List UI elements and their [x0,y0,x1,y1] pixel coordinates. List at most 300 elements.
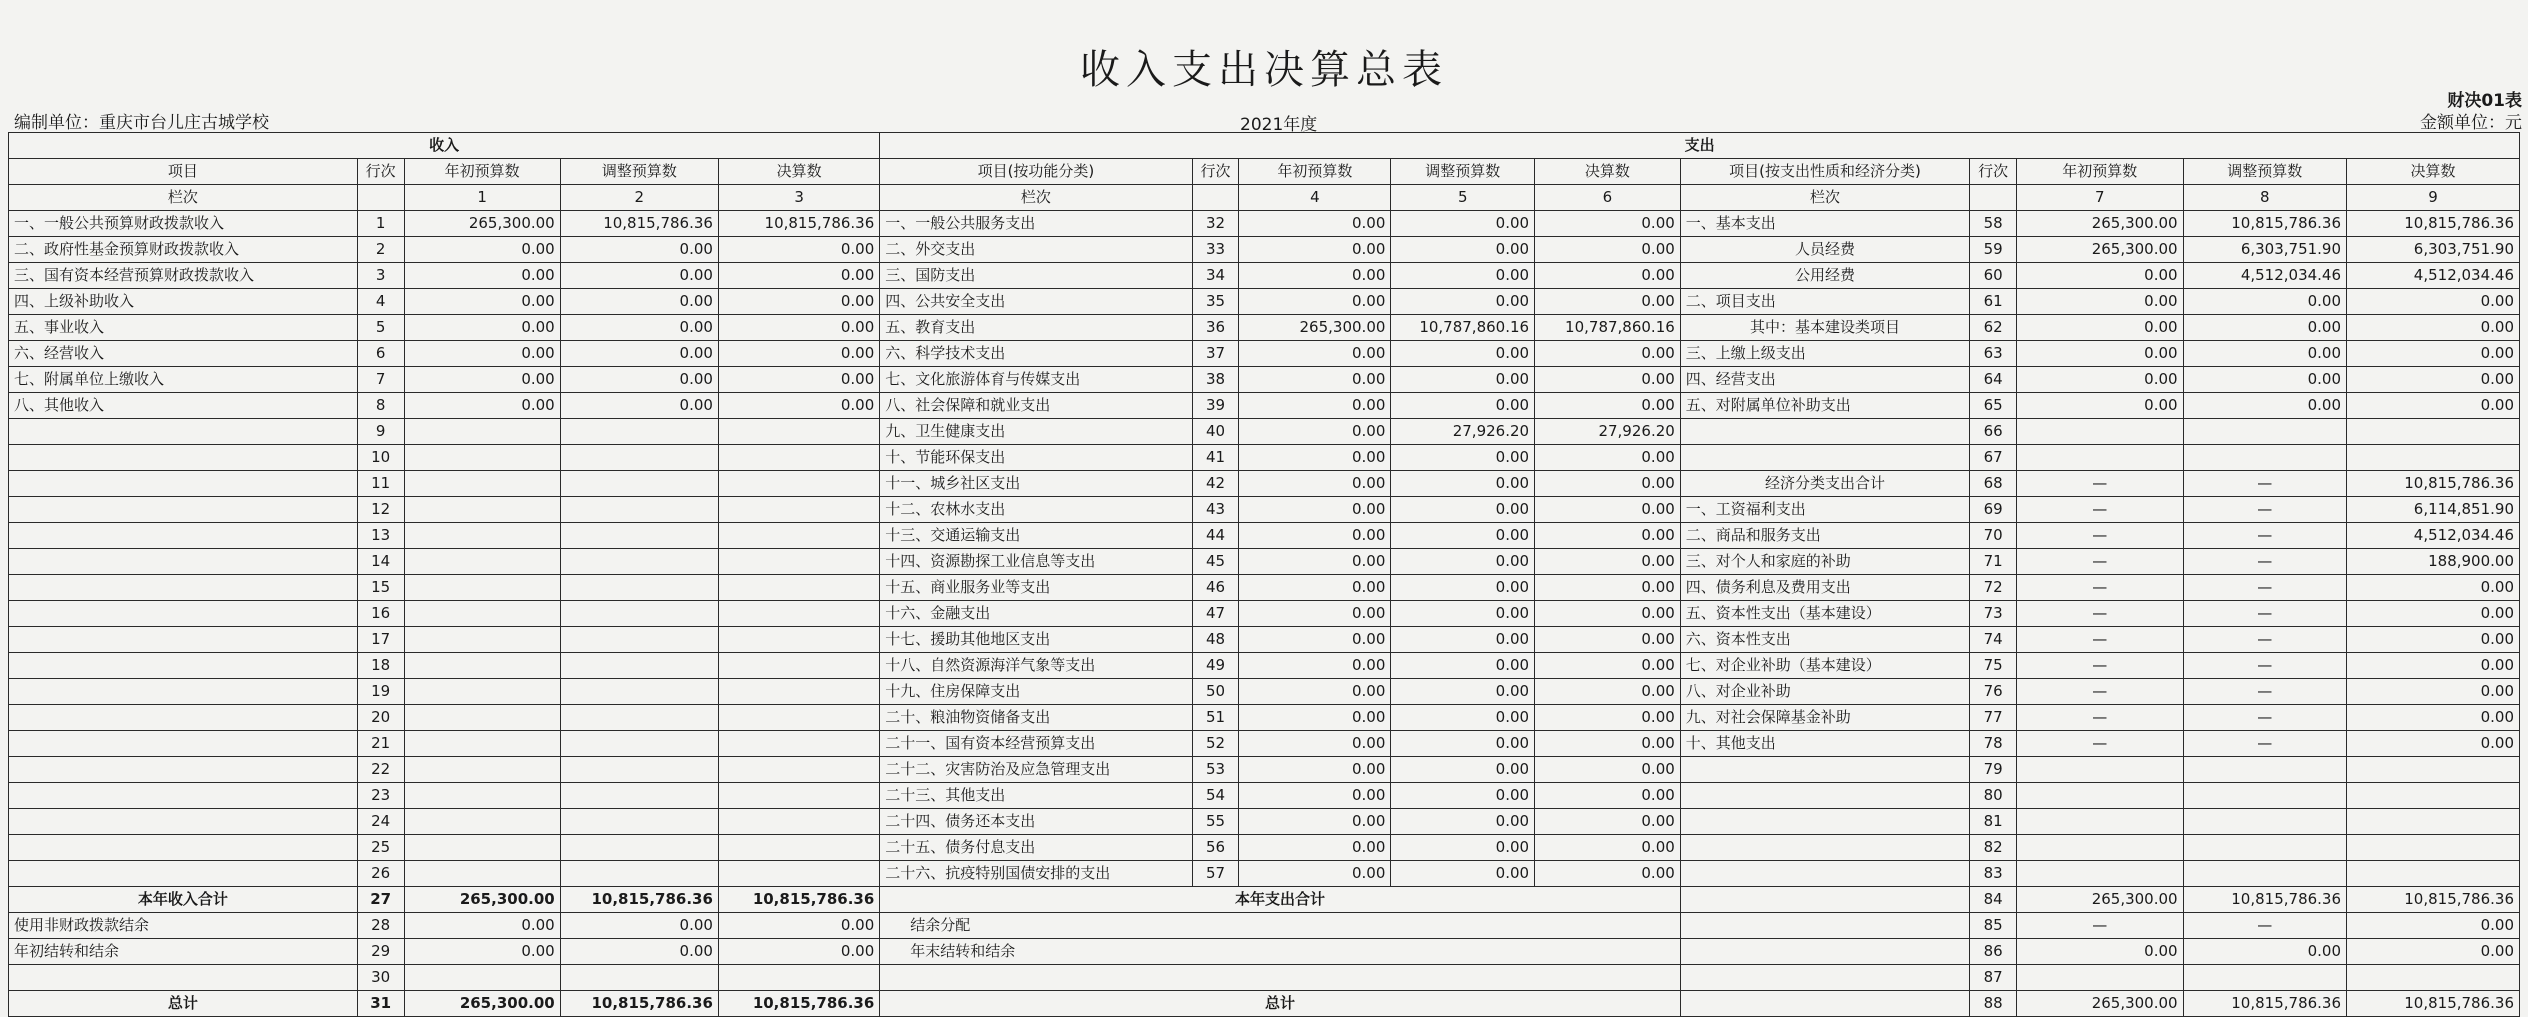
table-cell: 6,303,751.90 [2183,237,2346,263]
col-initial: 年初预算数 [2017,159,2184,185]
table-cell: 十、节能环保支出 [880,445,1192,471]
empty-cell [357,185,404,211]
table-cell [9,549,358,575]
table-cell: 75 [1970,653,2017,679]
table-cell: 0.00 [1391,835,1535,861]
table-cell [404,731,560,757]
table-cell: 经济分类支出合计 [1680,471,1969,497]
table-cell [718,523,879,549]
table-cell: 公用经费 [1680,263,1969,289]
table-cell: 0.00 [1535,835,1681,861]
table-cell: 0.00 [1239,731,1391,757]
table-cell: 0.00 [404,263,560,289]
table-cell: 4 [357,289,404,315]
total-cell [9,965,358,991]
table-cell [560,783,718,809]
table-cell [404,835,560,861]
table-cell: 32 [1192,211,1239,237]
table-cell [2017,861,2184,887]
total-cell: 265,300.00 [2017,887,2184,913]
table-cell: 0.00 [560,393,718,419]
col-number: 8 [2183,185,2346,211]
table-cell [2347,861,2520,887]
table-cell: 二、商品和服务支出 [1680,523,1969,549]
col-number: 7 [2017,185,2184,211]
col-number: 2 [560,185,718,211]
table-cell: 21 [357,731,404,757]
table-cell [2183,809,2346,835]
table-cell: 0.00 [1535,679,1681,705]
report-title: 收入支出决算总表 [1080,47,1448,93]
table-cell: 0.00 [2183,367,2346,393]
total-cell: 10,815,786.36 [2183,991,2346,1017]
table-cell: 0.00 [1391,263,1535,289]
total-cell: 10,815,786.36 [718,991,879,1017]
table-cell [560,601,718,627]
total-cell: 本年收入合计 [9,887,358,913]
expense-total-label: 年末结转和结余 [880,939,1681,965]
table-cell: 0.00 [2017,341,2184,367]
table-cell: 80 [1970,783,2017,809]
table-cell [9,497,358,523]
table-cell [404,549,560,575]
total-row [9,913,2520,939]
table-cell: 0.00 [1391,471,1535,497]
table-cell: 0.00 [1391,237,1535,263]
table-cell: — [2183,549,2346,575]
table-cell: 0.00 [1239,393,1391,419]
table-cell: — [2017,497,2184,523]
table-cell: 0.00 [1239,835,1391,861]
table-cell [404,809,560,835]
table-cell: 0.00 [1535,653,1681,679]
table-cell: 72 [1970,575,2017,601]
table-cell: 0.00 [1391,289,1535,315]
table-cell [560,705,718,731]
table-cell: 37 [1192,341,1239,367]
table-row [9,731,2520,757]
table-row [9,835,2520,861]
table-row [9,341,2520,367]
table-cell: 十五、商业服务业等支出 [880,575,1192,601]
table-cell: 9 [357,419,404,445]
table-cell: 6 [357,341,404,367]
table-cell: 0.00 [1391,679,1535,705]
col-number: 5 [1391,185,1535,211]
table-cell: 16 [357,601,404,627]
table-cell: 19 [357,679,404,705]
table-cell [718,861,879,887]
table-cell: 二十二、灾害防治及应急管理支出 [880,757,1192,783]
total-cell: 0.00 [404,939,560,965]
expense-total-label: 总计 [880,991,1681,1017]
table-cell: 0.00 [1535,523,1681,549]
total-cell: 28 [357,913,404,939]
table-cell: 0.00 [718,393,879,419]
table-row [9,419,2520,445]
fiscal-year: 2021年度 [1240,115,1318,135]
table-cell: 六、科学技术支出 [880,341,1192,367]
table-cell: 69 [1970,497,2017,523]
table-cell: — [2017,731,2184,757]
table-cell: 10,787,860.16 [1391,315,1535,341]
table-cell: 0.00 [404,289,560,315]
table-cell [2017,783,2184,809]
table-cell: 0.00 [1391,523,1535,549]
table-cell: 0.00 [1535,731,1681,757]
table-row [9,393,2520,419]
total-cell: 10,815,786.36 [2347,991,2520,1017]
summary-table [8,132,2520,1017]
table-cell: 35 [1192,289,1239,315]
table-cell: 0.00 [2347,679,2520,705]
table-cell: 一、一般公共预算财政拨款收入 [9,211,358,237]
table-row [9,445,2520,471]
table-cell [9,653,358,679]
total-cell: 86 [1970,939,2017,965]
table-cell: 0.00 [1239,419,1391,445]
table-cell: 3 [357,263,404,289]
table-cell: 10,815,786.36 [2347,471,2520,497]
table-cell: 64 [1970,367,2017,393]
table-cell [718,783,879,809]
table-cell: 0.00 [1535,757,1681,783]
table-cell: 12 [357,497,404,523]
table-cell: 73 [1970,601,2017,627]
table-cell: 43 [1192,497,1239,523]
table-cell [560,809,718,835]
col-initial: 年初预算数 [404,159,560,185]
table-cell: 十一、城乡社区支出 [880,471,1192,497]
table-cell: 二、项目支出 [1680,289,1969,315]
table-cell [2017,835,2184,861]
table-cell: 三、国防支出 [880,263,1192,289]
table-cell [2347,809,2520,835]
table-cell [9,445,358,471]
table-cell: 五、教育支出 [880,315,1192,341]
empty-cell [1680,913,1969,939]
table-cell: 0.00 [2347,705,2520,731]
table-cell [718,549,879,575]
table-cell [718,419,879,445]
table-cell: 0.00 [2347,601,2520,627]
table-cell: 10,815,786.36 [718,211,879,237]
table-cell: 二十六、抗疫特别国债安排的支出 [880,861,1192,887]
table-cell: 6,303,751.90 [2347,237,2520,263]
table-cell [2183,835,2346,861]
table-cell [404,679,560,705]
table-cell: 0.00 [1391,393,1535,419]
total-cell: 0.00 [718,913,879,939]
table-cell [718,627,879,653]
col-item-func: 项目(按功能分类) [880,159,1192,185]
table-cell: 61 [1970,289,2017,315]
total-row [9,965,2520,991]
total-cell: 使用非财政拨款结余 [9,913,358,939]
table-cell: 0.00 [1535,783,1681,809]
table-cell: 34 [1192,263,1239,289]
table-cell: 38 [1192,367,1239,393]
table-cell: 47 [1192,601,1239,627]
table-cell: 二十一、国有资本经营预算支出 [880,731,1192,757]
table-cell: — [2183,471,2346,497]
table-row [9,237,2520,263]
table-cell [9,705,358,731]
table-cell: 188,900.00 [2347,549,2520,575]
total-cell [2017,965,2184,991]
table-cell [9,757,358,783]
table-cell: 四、上级补助收入 [9,289,358,315]
table-cell: 五、资本性支出（基本建设） [1680,601,1969,627]
table-cell [404,861,560,887]
total-cell: 27 [357,887,404,913]
table-cell: 0.00 [1391,705,1535,731]
table-cell: 81 [1970,809,2017,835]
table-cell: 二十四、债务还本支出 [880,809,1192,835]
table-cell: 0.00 [1391,211,1535,237]
table-cell: 0.00 [2017,315,2184,341]
table-cell: 36 [1192,315,1239,341]
col-initial: 年初预算数 [1239,159,1391,185]
table-cell: 59 [1970,237,2017,263]
table-row [9,471,2520,497]
table-cell: 66 [1970,419,2017,445]
table-cell: 一、一般公共服务支出 [880,211,1192,237]
table-cell: 0.00 [2347,575,2520,601]
table-cell: 0.00 [1391,497,1535,523]
table-cell [9,601,358,627]
table-cell [404,705,560,731]
table-cell: 0.00 [1391,601,1535,627]
table-cell: 5 [357,315,404,341]
total-cell: — [2017,913,2184,939]
table-cell: 27,926.20 [1535,419,1681,445]
table-cell: 三、对个人和家庭的补助 [1680,549,1969,575]
table-cell: 0.00 [404,367,560,393]
table-row [9,367,2520,393]
currency-unit: 金额单位：元 [2420,113,2522,133]
table-row [9,549,2520,575]
table-cell: 70 [1970,523,2017,549]
total-cell: 10,815,786.36 [560,887,718,913]
table-row [9,263,2520,289]
table-cell: 0.00 [2347,289,2520,315]
table-cell [560,627,718,653]
table-cell: 0.00 [560,237,718,263]
table-cell: 74 [1970,627,2017,653]
total-cell [404,965,560,991]
table-cell [9,731,358,757]
col-label: 栏次 [9,185,358,211]
table-cell [2347,445,2520,471]
table-cell: 83 [1970,861,2017,887]
column-header-row [9,159,2520,185]
table-cell: 0.00 [2347,341,2520,367]
table-cell: 0.00 [1535,367,1681,393]
table-cell [2347,835,2520,861]
table-cell: 人员经费 [1680,237,1969,263]
empty-cell [1192,185,1239,211]
table-cell [560,679,718,705]
table-cell [2017,757,2184,783]
table-cell: 8 [357,393,404,419]
table-cell: 265,300.00 [2017,237,2184,263]
table-cell: 0.00 [1391,731,1535,757]
table-cell: 17 [357,627,404,653]
table-cell [718,705,879,731]
table-cell: 0.00 [718,237,879,263]
table-cell [1680,445,1969,471]
col-label: 栏次 [1680,185,1969,211]
table-cell: 0.00 [2017,393,2184,419]
total-cell: 10,815,786.36 [2347,887,2520,913]
table-cell [404,445,560,471]
table-cell: 50 [1192,679,1239,705]
table-cell: 10 [357,445,404,471]
table-cell: 23 [357,783,404,809]
table-cell: 0.00 [718,315,879,341]
table-cell: 0.00 [1239,497,1391,523]
expense-total-label: 本年支出合计 [880,887,1681,913]
table-cell: 0.00 [1239,367,1391,393]
table-cell: 0.00 [1239,861,1391,887]
table-cell: 0.00 [1535,289,1681,315]
table-row [9,523,2520,549]
table-cell: 0.00 [2017,289,2184,315]
expense-total-label [880,965,1681,991]
table-cell [560,497,718,523]
total-cell [560,965,718,991]
table-cell: 0.00 [718,341,879,367]
table-cell: 0.00 [1239,705,1391,731]
total-cell: 年初结转和结余 [9,939,358,965]
empty-cell [1970,185,2017,211]
col-final: 决算数 [718,159,879,185]
table-row [9,497,2520,523]
total-cell: 31 [357,991,404,1017]
table-cell: 15 [357,575,404,601]
table-row [9,211,2520,237]
table-cell: 58 [1970,211,2017,237]
table-row [9,783,2520,809]
table-cell: 0.00 [1239,653,1391,679]
table-cell [2347,419,2520,445]
table-cell: 0.00 [1239,627,1391,653]
table-cell: 18 [357,653,404,679]
table-cell: 四、债务利息及费用支出 [1680,575,1969,601]
table-cell [404,757,560,783]
table-cell: 65 [1970,393,2017,419]
table-cell: 51 [1192,705,1239,731]
table-cell: 0.00 [1239,341,1391,367]
table-cell: 14 [357,549,404,575]
table-cell: 七、附属单位上缴收入 [9,367,358,393]
table-row [9,809,2520,835]
total-cell: 0.00 [2183,939,2346,965]
table-cell: 55 [1192,809,1239,835]
table-cell: 0.00 [2017,263,2184,289]
table-cell [718,575,879,601]
table-cell: 82 [1970,835,2017,861]
table-cell [718,679,879,705]
table-cell [1680,757,1969,783]
table-cell: 0.00 [1535,549,1681,575]
table-cell [404,523,560,549]
table-cell: 0.00 [2183,315,2346,341]
table-cell [404,575,560,601]
table-cell: — [2183,523,2346,549]
total-cell: 265,300.00 [404,887,560,913]
table-cell [560,835,718,861]
table-cell: 四、经营支出 [1680,367,1969,393]
table-cell: 11 [357,471,404,497]
table-body [9,133,2520,1017]
table-cell: 0.00 [404,315,560,341]
total-cell [2183,965,2346,991]
table-cell: 10,815,786.36 [2347,211,2520,237]
table-cell: 46 [1192,575,1239,601]
table-cell: 0.00 [1391,367,1535,393]
table-cell [2017,445,2184,471]
table-cell: 265,300.00 [404,211,560,237]
total-cell: 0.00 [560,939,718,965]
table-cell: — [2183,627,2346,653]
total-cell [2347,965,2520,991]
table-cell [718,731,879,757]
table-cell: 27,926.20 [1391,419,1535,445]
table-cell: 二十、粮油物资储备支出 [880,705,1192,731]
table-cell: 0.00 [1535,601,1681,627]
total-cell: 265,300.00 [404,991,560,1017]
table-cell: 41 [1192,445,1239,471]
table-cell: 0.00 [1239,237,1391,263]
table-cell [9,471,358,497]
total-cell: 265,300.00 [2017,991,2184,1017]
table-cell [718,757,879,783]
table-cell [718,809,879,835]
col-number: 3 [718,185,879,211]
form-number: 财决01表 [2447,91,2522,111]
col-number: 1 [404,185,560,211]
table-cell: 七、对企业补助（基本建设） [1680,653,1969,679]
total-cell: 0.00 [718,939,879,965]
table-cell [2183,419,2346,445]
table-cell: 十三、交通运输支出 [880,523,1192,549]
table-cell: 0.00 [1391,549,1535,575]
table-cell [560,575,718,601]
table-cell: 77 [1970,705,2017,731]
table-cell: — [2017,549,2184,575]
table-cell: 七、文化旅游体育与传媒支出 [880,367,1192,393]
table-cell: 0.00 [1239,289,1391,315]
table-cell: 53 [1192,757,1239,783]
table-cell: 49 [1192,653,1239,679]
table-cell [404,419,560,445]
table-cell [1680,861,1969,887]
table-cell: 0.00 [404,341,560,367]
reporting-unit: 编制单位：重庆市台儿庄古城学校 [14,113,269,133]
table-cell [2183,445,2346,471]
table-cell [2183,783,2346,809]
col-line: 行次 [357,159,404,185]
table-cell [718,653,879,679]
col-line: 行次 [1192,159,1239,185]
table-cell: 二、政府性基金预算财政拨款收入 [9,237,358,263]
table-cell: 4,512,034.46 [2347,523,2520,549]
table-cell [718,497,879,523]
table-cell: 十二、农林水支出 [880,497,1192,523]
table-cell: 0.00 [718,289,879,315]
